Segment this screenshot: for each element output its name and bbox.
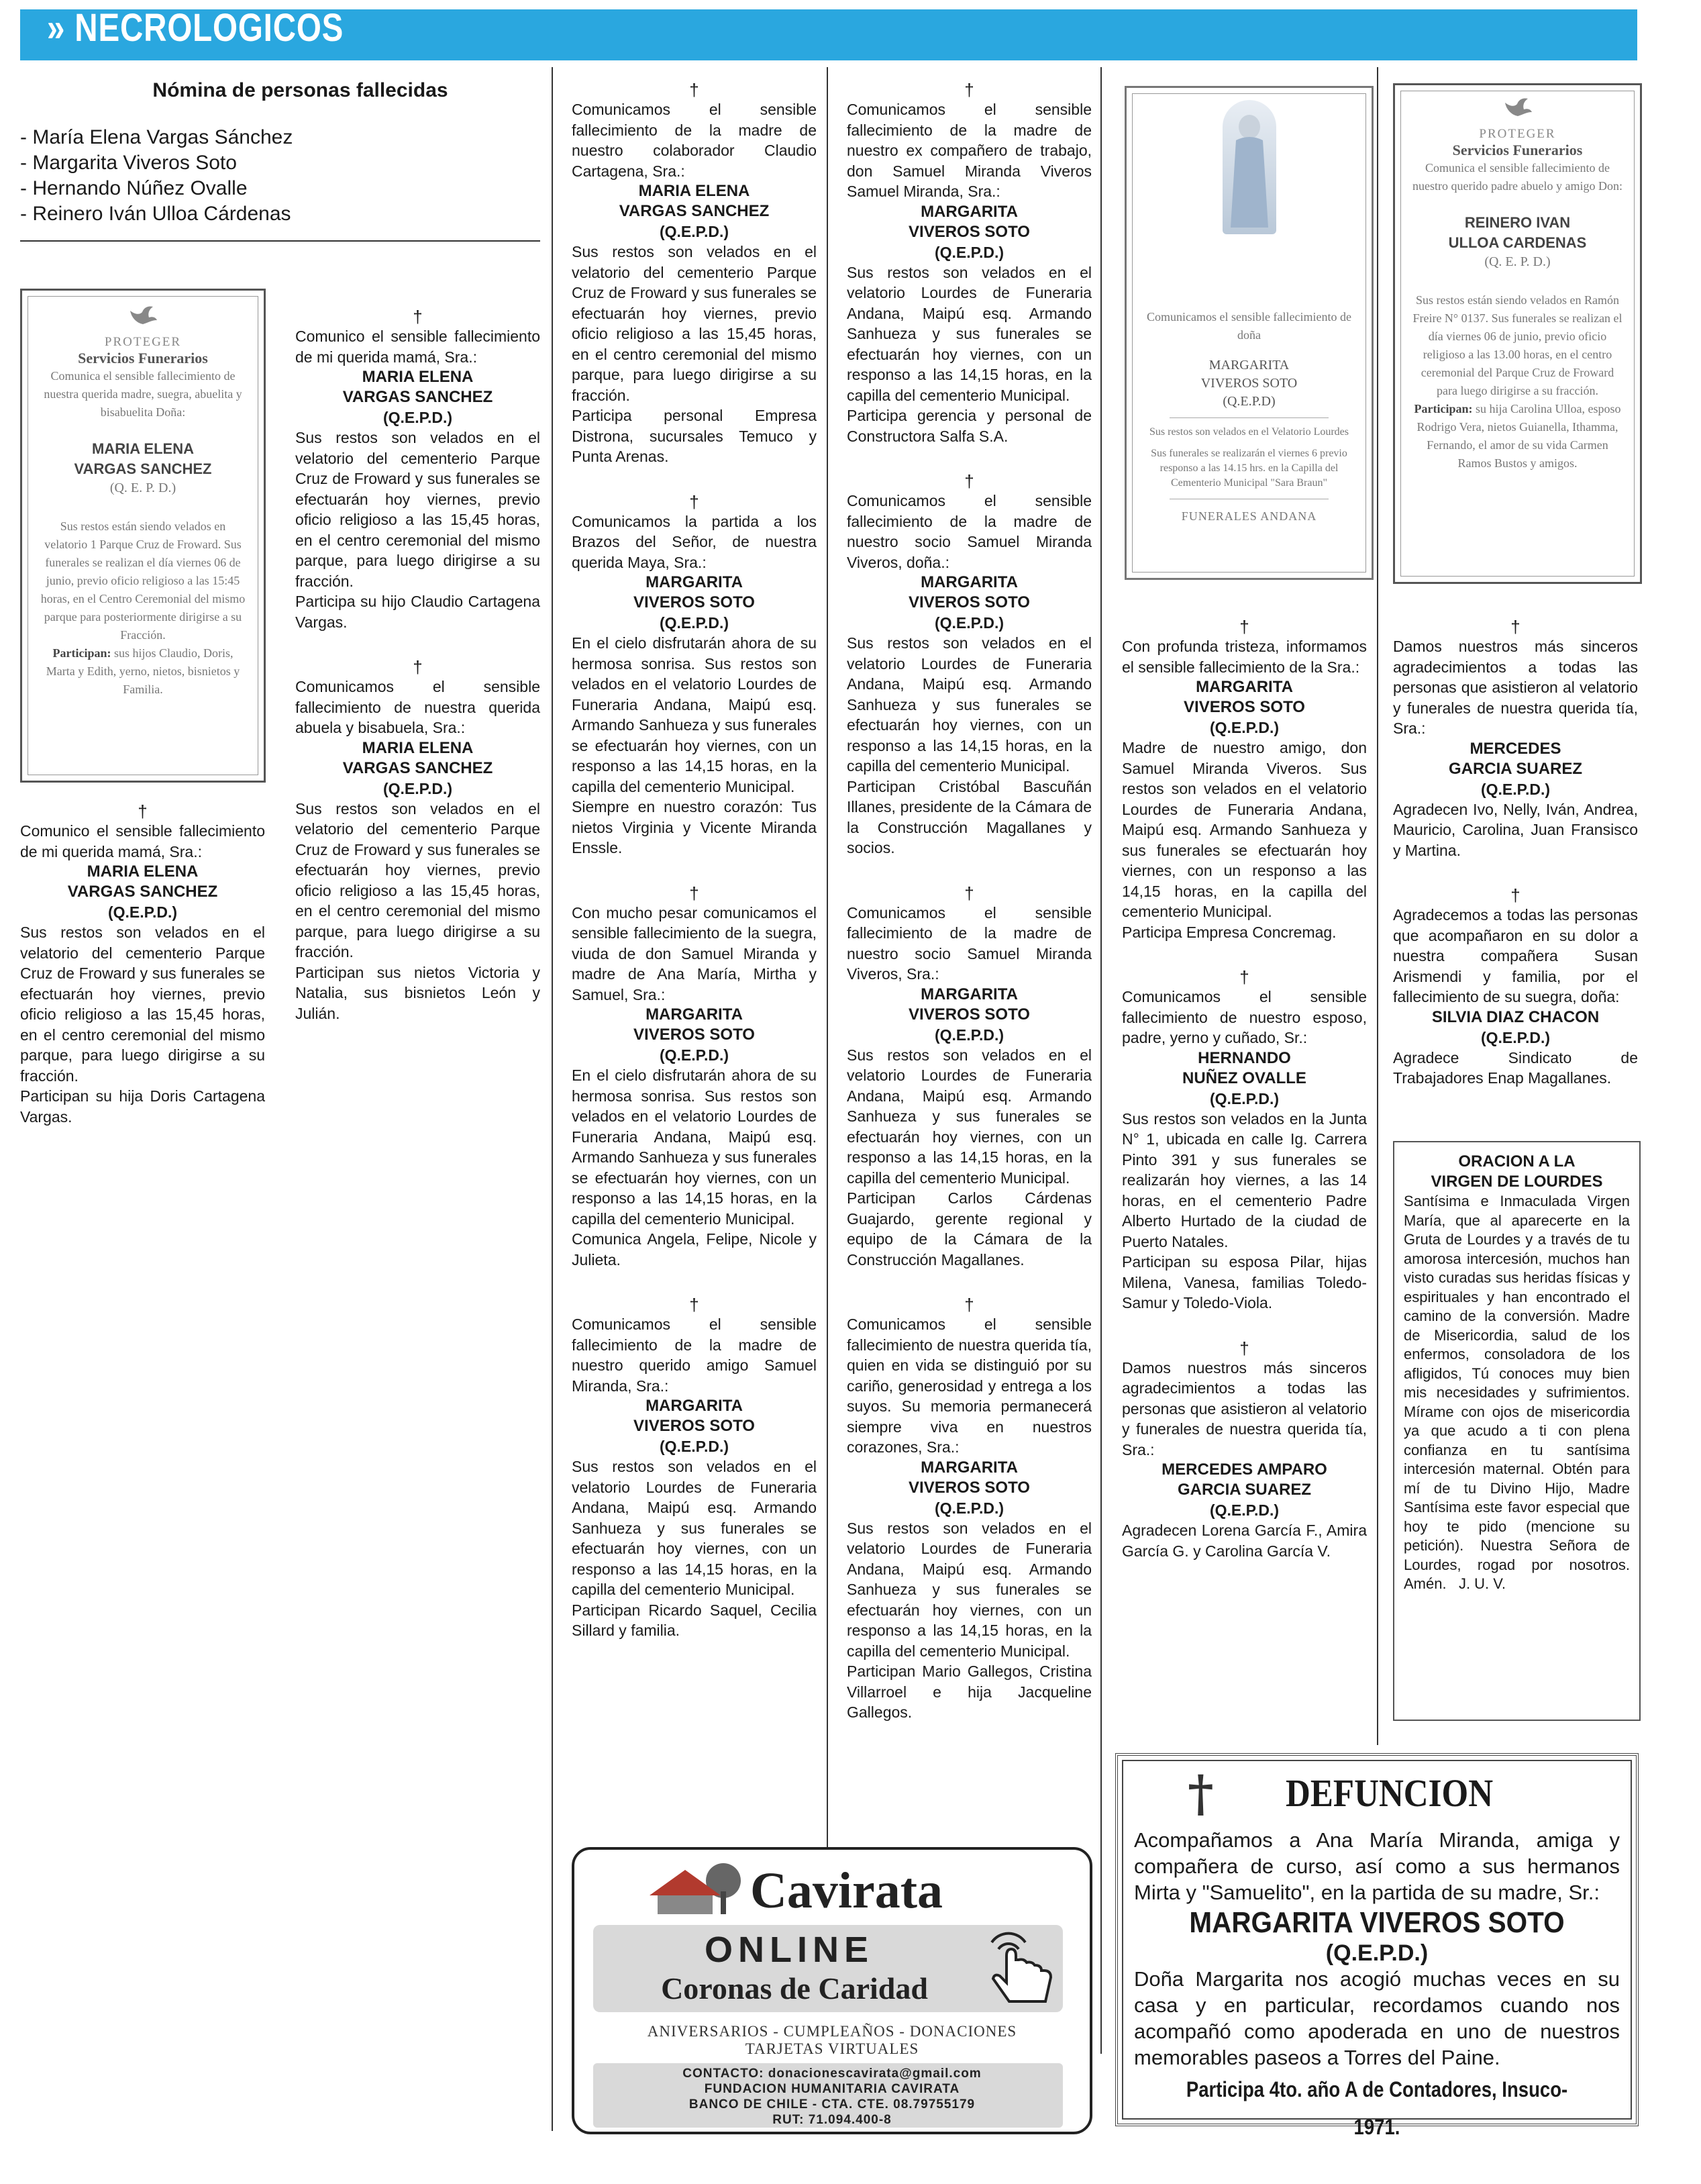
obituary-notice [295,658,540,1024]
obituary-notice [847,1295,1092,1723]
notice-intro: Comunicamos el sensible fallecimiento de la madre de nuestro colaborador Claudio Cartagena, Sra.: [572,101,817,180]
deceased-last-name: VARGAS SANCHEZ [67,883,218,901]
obituary-notice [572,1295,817,1641]
deceased-last-name: VARGAS SANCHEZ [74,460,212,477]
notice-intro: Comunicamos el sensible fallecimiento de la madre de nuestro querido amigo Samuel Miranda, Sra.: [572,1316,817,1395]
deceased-first-name: MARGARITA [921,573,1018,591]
obituary-notice [1122,968,1367,1313]
deceased-first-name: MARIA ELENA [638,182,750,200]
deceased-first-name: MARGARITA [1196,678,1293,696]
services-line-2: TARJETAS VIRTUALES [745,2040,919,2057]
notice-body: En el cielo disfrutarán ahora de su hermosa sonrisa. Sus restos son velados en el velatorio Lourdes de Funeraria Andana, Maipú esq. Armando Sanhueza y sus funerales se efectuarán hoy viernes, con un responso a las 14,15 horas, en la capilla del cementerio Municipal. [572,1066,817,1228]
obituary-notice [1122,1339,1367,1562]
virgin-image [1223,100,1276,234]
deceased-last-name: VIVEROS SOTO [633,1026,755,1044]
deceased-first-name: MARIA ELENA [87,862,199,881]
obituary-notice [1393,617,1638,860]
notice-intro: Damos nuestros más sinceros agradecimientos a todas las personas que asistieron al velatorio y funerales de nuestra querida tía, Sra.: [1393,638,1638,737]
deceased-first-name: MARIA ELENA [362,738,474,757]
notice-line-2: Sus funerales se realizarán el viernes 6 previo responso a las 14.15 hrs. en la Capilla del Cementerio Municipal "Sara Braun" [1151,448,1347,489]
notice-signature: Participan su esposa Pilar, hijas Milena, Vanesa, familias Toledo- Samur y Toledo-Viola. [1122,1253,1367,1311]
funerales-andana-notice [1125,86,1374,580]
rut: RUT: 71.094.400-8 [772,2113,892,2127]
notice-body: Sus restos son velados en el velatorio del cementerio Parque Cruz de Froward y sus funerales se efectuarán hoy viernes, previo oficio religioso a las 15,45 horas, en el centro ceremonial del mismo parque, para luego dirigirse a su fracción. [295,429,540,590]
notice-intro: Comunico el sensible fallecimiento de mi querida mamá, Sra.: [20,822,265,860]
column-rule [552,67,553,2131]
qepd: (Q.E.P.D.) [659,1046,729,1064]
notice-intro: Agradecemos a todas las personas que acompañaron en su dolor a nuestra compañera Susan Arismendi y familia, por el fallecimiento de su suegra, doña: [1393,906,1638,1005]
notice-signature: Agradecen Ivo, Nelly, Iván, Andrea, Mauricio, Carolina, Juan Fransisco y Martina. [1393,800,1638,859]
obituary-notice [20,802,265,1127]
defuncion-sign: Participa 4to. año A de Contadores, Insuco- 1971. [1186,2077,1568,2139]
notice-body: Sus restos son velados en el velatorio del cementerio Parque Cruz de Froward y sus funerales se efectuarán hoy viernes, previo oficio religioso a las 15,45 horas, en el centro ceremonial del mismo parque, para luego dirigirse a su fracción. [20,924,265,1085]
notice-intro: Comunicamos el sensible fallecimiento de la madre de nuestro ex compañero de trabajo, don Samuel Miranda Viveros Samuel Miranda, Sra.: [847,101,1092,200]
deceased-first-name: MARIA ELENA [92,440,194,457]
notice-intro: Comunicamos el sensible fallecimiento de la madre de nuestro socio Samuel Miranda Viveros, doña.: [847,492,1092,571]
oracion-title-2: VIRGEN DE LOURDES [1431,1173,1603,1191]
notice-body: Sus restos están siendo velados en Ramón Freire N° 0137. Sus funerales se realizan el día viernes 06 de junio, previo oficio religioso a las 13.00 horas, en el centro ceremonial del Parque Cruz de Froward para luego dirigirse a su fracción. [1412,293,1622,397]
qepd: (Q. E. P. D.) [109,481,176,495]
oracion-box [1393,1141,1641,1721]
defuncion-qepd: (Q.E.P.D.) [1325,1940,1429,1966]
qepd: (Q.E.P.D.) [1209,719,1280,736]
qepd: (Q.E.P.D.) [934,1026,1004,1044]
qepd: (Q.E.P.D.) [934,1499,1004,1517]
notice-signature: Participan Ricardo Saquel, Cecilia Sillard y familia. [572,1601,817,1639]
defuncion-name: MARGARITA VIVEROS SOTO [1189,1906,1565,1939]
fundacion-name: FUNDACION HUMANITARIA CAVIRATA [704,2082,960,2096]
notice-signature: Participa Empresa Concremag. [1122,923,1337,941]
qepd: (Q.E.P.D.) [934,243,1004,261]
service-title: Servicios Funerarios [78,350,208,366]
notice-body: Sus restos son velados en la Junta N° 1, ubicada en calle Ig. Carrera Pinto 391 y sus funerales se realizarán hoy viernes, a las 14 horas, en el cementerio Padre Alberto Hurtado de la ciudad de Puerto Natales. [1122,1109,1367,1250]
notice-body: Sus restos son velados en el velatorio Lourdes de Funeraria Andana, Maipú esq. Armando Sanhueza y sus funerales se efectuarán hoy viernes, con un responso a las 14,15 horas, en la capilla del cementerio Municipal. [572,1458,817,1598]
cross-icon: † [413,657,423,677]
cross-icon: † [1239,1338,1249,1358]
notice-body: Sus restos son velados en el velatorio Lourdes de Funeraria Andana, Maipú esq. Armando Sanhueza y sus funerales se efectuarán hoy viernes, con un responso a las 14,15 horas, en la capilla del cementerio Municipal. [847,263,1092,404]
deceased-first-name: HERNANDO [1198,1048,1291,1067]
notice-body: Madre de nuestro amigo, don Samuel Miranda Viveros. Sus restos son velados en el velatorio Lourdes de Funeraria Andana, Maipú esq. Armando Sanhueza y sus funerales se efectuarán hoy viernes, con un responso a las 14,15 horas, en la capilla del cementerio Municipal. [1122,739,1367,920]
oracion-body: Santísima e Inmaculada Virgen María, que al aparecerte en la Gruta de Lourdes y a través de tu amorosa intercesión, muchos han visto curadas sus heridas físicas y espirituales y han encontrado el camino de la conversión. Madre de Misericordia, salud de los enfermos, consoladora de los afligidos, Tú conoces muy bien mis necesidades y sufrimientos. Mírame con ojos de misericordia ya que acudo a ti con plena confianza en tu santísima intercesión maternal. Obtén para mí de tu Divino Hijo, Madre Santísima este favor especial que hoy te pido (mencione su petición). Nuestra Señora de Lourdes, rogad por nosotros. Amén. J. U. V. [1404,1193,1630,1592]
oracion-sign: J. U. V. [1458,1575,1506,1592]
participan-label: Participan: [52,646,111,660]
notice-signature: Siempre en nuestro corazón: Tus nietos Virginia y Vicente Miranda Enssle. [572,798,817,856]
qepd: (Q.E.P.D.) [1209,1501,1280,1519]
obituary-notice [572,81,817,467]
participan-list: su hija Carolina Ulloa, esposo Rodrigo Vera, nietos Guianella, Ithamma, Fernando, el amor de su vida Carmen Ramos Bustos y amigos. [1416,402,1621,470]
deceased-first-name: MARGARITA [646,1005,743,1024]
obituary-notice [847,472,1092,858]
cross-icon: † [138,801,148,822]
qepd: (Q.E.P.D.) [1480,1028,1551,1046]
defuncion-notice [1115,1753,1639,2139]
notice-signature: Agradecen Lorena García F., Amira García G. y Carolina García V. [1122,1522,1367,1560]
deceased-first-name: MARGARITA [646,573,743,591]
deceased-last-name: VIVEROS SOTO [1184,698,1305,716]
dove-icon [1412,96,1622,127]
column-6 [1393,617,1638,1114]
nomina-title: Nómina de personas fallecidas [152,79,448,101]
qepd: (Q.E.P.D.) [1480,780,1551,798]
funeral-service-notice [20,289,266,783]
cross-icon: † [964,471,974,491]
obituary-notice [1393,886,1638,1089]
brand-name: PROTEGER [1479,127,1556,141]
deceased-first-name: MARGARITA [1208,358,1290,373]
deceased-first-name: MARGARITA [646,1397,743,1415]
notice-intro: Comunicamos el sensible fallecimiento de nuestra querida abuela y bisabuela, Sra.: [295,678,540,736]
divider [20,240,540,242]
qepd: (Q.E.P.D.) [659,1438,729,1455]
defuncion-intro: Acompañamos a Ana María Miranda, amiga y compañera de curso, así como a sus hermanos Mirta y "Samuelito", en la partida de su madre, Sr.: [1134,1828,1620,1904]
brand-name: PROTEGER [104,335,182,349]
qepd: (Q.E.P.D.) [107,903,178,921]
notice-intro: Comunicamos el sensible fallecimiento de doña [1147,310,1351,342]
deceased-last-name: GARCIA SUAREZ [1177,1481,1312,1499]
house-tree-icon [648,1862,749,1919]
column-rule [827,67,828,1852]
funeral-service-notice [1393,83,1642,584]
notice-signature: Participan Mario Gallegos, Cristina Villarroel e hija Jacqueline Gallegos. [847,1662,1092,1721]
oracion-title-1: ORACION A LA [1458,1152,1576,1171]
column-5 [1122,617,1367,1587]
click-hand-icon [972,1929,1059,2013]
obituary-notice [572,884,817,1271]
notice-intro: Con mucho pesar comunicamos el sensible fallecimiento de la suegra, viuda de don Samuel Miranda y madre de Ana María, Mirtha y Samuel, Sra.: [572,903,817,1003]
dove-icon [40,304,246,335]
cross-icon: † [1510,617,1520,637]
obituary-notice [295,307,540,632]
deceased-last-name: VIVEROS SOTO [909,1478,1030,1497]
notice-body: Sus restos están siendo velados en velatorio 1 Parque Cruz de Froward. Sus funerales se realizan el día viernes 06 de junio, previo oficio religioso a las 15:45 horas, en el Centro Ceremonial del mismo parque para posteriormente dirigirse a su Fracción. [40,519,246,642]
nomina-item: - Hernando Núñez Ovalle [20,177,248,199]
deceased-first-name: SILVIA DIAZ CHACON [1431,1007,1600,1026]
notice-intro: Comunica el sensible fallecimiento de nuestra querida madre, suegra, abuelita y bisabuelita Doña: [44,369,242,419]
deceased-last-name: VIVEROS SOTO [909,593,1030,611]
deceased-last-name: VARGAS SANCHEZ [619,202,770,220]
services-line-1: ANIVERSARIOS - CUMPLEAÑOS - DONACIONES [647,2023,1017,2040]
column-2 [295,307,540,1049]
notice-body: Sus restos son velados en el velatorio del cementerio Parque Cruz de Froward y sus funerales se efectuarán hoy viernes, previo oficio religioso a las 15,45 horas, en el centro ceremonial del mismo parque, para luego dirigirse a su fracción. [295,799,540,960]
qepd: (Q.E.P.D.) [382,779,453,797]
notice-body: En el cielo disfrutarán ahora de su hermosa sonrisa. Sus restos son velados en el velatorio Lourdes de Funeraria Andana, Maipú esq. Armando Sanhueza y sus funerales se efectuarán hoy viernes, con un responso a las 14,15 horas, en la capilla del cementerio Municipal. [572,634,817,795]
notice-signature: Participan Cristóbal Bascuñán Illanes, presidente de la Cámara de la Construcción Magallanes y socios. [847,777,1092,856]
notice-intro: Comunicamos el sensible fallecimiento de nuestro esposo, padre, yerno y cuñado, Sr.: [1122,988,1367,1046]
qepd: (Q.E.P.D.) [659,223,729,240]
cross-icon: † [413,307,423,327]
notice-signature: Participan sus nietos Victoria y Natalia, sus bisnietos León y Julián. [295,963,540,1022]
notice-intro: Comunicamos la partida a los Brazos del Señor, de nuestra querida Maya, Sra.: [572,512,817,571]
column-1 [20,802,265,1152]
qepd: (Q.E.P.D.) [1209,1089,1280,1107]
notice-signature: Agradece Sindicato de Trabajadores Enap Magallanes. [1393,1048,1638,1087]
cross-icon: † [689,883,699,903]
deceased-first-name: MARGARITA [921,1458,1018,1477]
notice-body: Sus restos son velados en el velatorio Lourdes de Funeraria Andana, Maipú esq. Armando Sanhueza y sus funerales se efectuarán hoy viernes, con un responso a las 14,15 horas, en la capilla del cementerio Municipal. [847,1046,1092,1187]
deceased-first-name: MARGARITA [921,985,1018,1003]
obituary-notice [572,493,817,858]
notice-body: Sus restos son velados en el velatorio del cementerio Parque Cruz de Froward y sus funerales se efectuarán hoy viernes, previo oficio religioso a las 15,45 horas, en el centro ceremonial del mismo parque, para luego dirigirse a su fracción. [572,243,817,404]
notice-intro: Damos nuestros más sinceros agradecimientos a todas las personas que asistieron al velatorio y funerales de nuestra querida tía, Sra.: [1122,1358,1367,1458]
defuncion-body: Doña Margarita nos acogió muchas veces en su casa y en particular, recordamos cuando nos acompañó como apoderada en uno de nuestros memorables paseos a Torres del Paine. [1134,1967,1620,2069]
notice-signature: Participan su hija Doris Cartagena Vargas. [20,1087,265,1126]
deceased-last-name: VARGAS SANCHEZ [342,388,493,406]
cross-icon: † [1510,885,1520,905]
notice-intro: Comunico el sensible fallecimiento de mi querida mamá, Sra.: [295,328,540,366]
deceased-first-name: MARGARITA [921,202,1018,221]
notice-line-1: Sus restos son velados en el Velatorio Lourdes [1149,426,1349,438]
cross-icon: † [689,491,699,512]
nomina-list [20,125,540,227]
column-3 [572,81,817,1667]
notice-signature: Participan Carlos Cárdenas Guajardo, gerente regional y equipo de la Cámara de la Construcción Magallanes. [847,1189,1092,1269]
cavirata-brand: Cavirata [750,1863,943,1919]
qepd: (Q.E.P.D) [1223,394,1276,409]
column-rule [1377,67,1378,1745]
deceased-last-name: VARGAS SANCHEZ [342,758,493,777]
cross-icon: † [689,1295,699,1315]
deceased-first-name: MERCEDES [1470,739,1561,758]
notice-intro: Comunica el sensible fallecimiento de nuestro querido padre abuelo y amigo Don: [1412,161,1622,193]
column-rule [1100,67,1102,2054]
notice-intro: Con profunda tristeza, informamos el sensible fallecimiento de la Sra.: [1122,638,1367,676]
section-title: » NECROLOGICOS [47,6,344,50]
notice-signature: Participa su hijo Claudio Cartagena Vargas. [295,593,540,631]
cross-icon: † [1188,1765,1214,1823]
notice-body: Sus restos son velados en el velatorio Lourdes de Funeraria Andana, Maipú esq. Armando Sanhueza y sus funerales se efectuarán hoy viernes, con un responso a las 14,15 horas, en la capilla del cementerio Municipal. [847,1519,1092,1660]
deceased-last-name: NUÑEZ OVALLE [1182,1069,1306,1087]
notice-signature: Participa personal Empresa Distrona, sucursales Temuco y Punta Arenas. [572,407,817,465]
cross-icon: † [1239,967,1249,987]
deceased-first-name: REINERO IVAN [1464,214,1571,231]
defuncion-title: DEFUNCION [1286,1771,1494,1815]
qepd: (Q. E. P. D.) [1484,254,1551,269]
qepd: (Q.E.P.D.) [382,409,453,426]
column-4 [847,81,1092,1748]
bank-account: BANCO DE CHILE - CTA. CTE. 08.79755179 [688,2097,976,2112]
notice-body: Sus restos son velados en el velatorio Lourdes de Funeraria Andana, Maipú esq. Armando Sanhueza y sus funerales se efectuarán hoy viernes, con un responso a las 14,15 horas, en la capilla del cementerio Municipal. [847,634,1092,775]
participan-label: Participan: [1414,402,1473,415]
obituary-notice [847,884,1092,1271]
cavirata-ad [572,1847,1092,2134]
notice-intro: Comunicamos el sensible fallecimiento de nuestra querida tía, quien en vida se distinguió por su cariño, generosidad y entrega a los suyos. Su memoria permanecerá siempre viva en nuestros corazones, Sra.: [847,1316,1092,1456]
coronas-label: Coronas de Caridad [661,1971,928,2005]
notice-intro: Comunicamos el sensible fallecimiento de la madre de nuestro socio Samuel Miranda Viveros, Sra.: [847,903,1092,983]
notice-signature: Participa gerencia y personal de Constructora Salfa S.A. [847,407,1092,445]
participan-list: sus hijos Claudio, Doris, Marta y Edith, yerno, nietos, bisnietos y Familia. [46,646,240,696]
deceased-last-name: VIVEROS SOTO [909,222,1030,241]
funeral-home-name: FUNERALES ANDANA [1181,509,1317,523]
deceased-last-name: GARCIA SUAREZ [1448,759,1583,778]
deceased-last-name: VIVEROS SOTO [633,593,755,611]
cross-icon: † [689,80,699,100]
deceased-last-name: VIVEROS SOTO [1200,376,1298,391]
cross-icon: † [964,80,974,100]
nomina-item: - Reinero Iván Ulloa Cárdenas [20,203,291,225]
cross-icon: † [964,883,974,903]
notice-signature: Comunica Angela, Felipe, Nicole y Julieta. [572,1230,817,1269]
nomina-block [20,79,540,242]
obituary-notice [1122,617,1367,942]
deceased-first-name: MERCEDES AMPARO [1162,1460,1327,1479]
nomina-item: - María Elena Vargas Sánchez [20,126,293,148]
contact-email[interactable]: CONTACTO: donacionescavirata@gmail.com [682,2067,982,2081]
deceased-last-name: VIVEROS SOTO [633,1417,755,1435]
deceased-first-name: MARIA ELENA [362,368,474,386]
online-label: ONLINE [704,1930,874,1970]
qepd: (Q.E.P.D.) [934,614,1004,632]
deceased-last-name: ULLOA CARDENAS [1448,234,1587,251]
qepd: (Q.E.P.D.) [659,614,729,632]
cross-icon: † [1239,617,1249,637]
deceased-last-name: VIVEROS SOTO [909,1005,1030,1024]
nomina-item: - Margarita Viveros Soto [20,152,237,174]
service-title: Servicios Funerarios [1452,142,1583,158]
cross-icon: † [964,1295,974,1315]
obituary-notice [847,81,1092,446]
